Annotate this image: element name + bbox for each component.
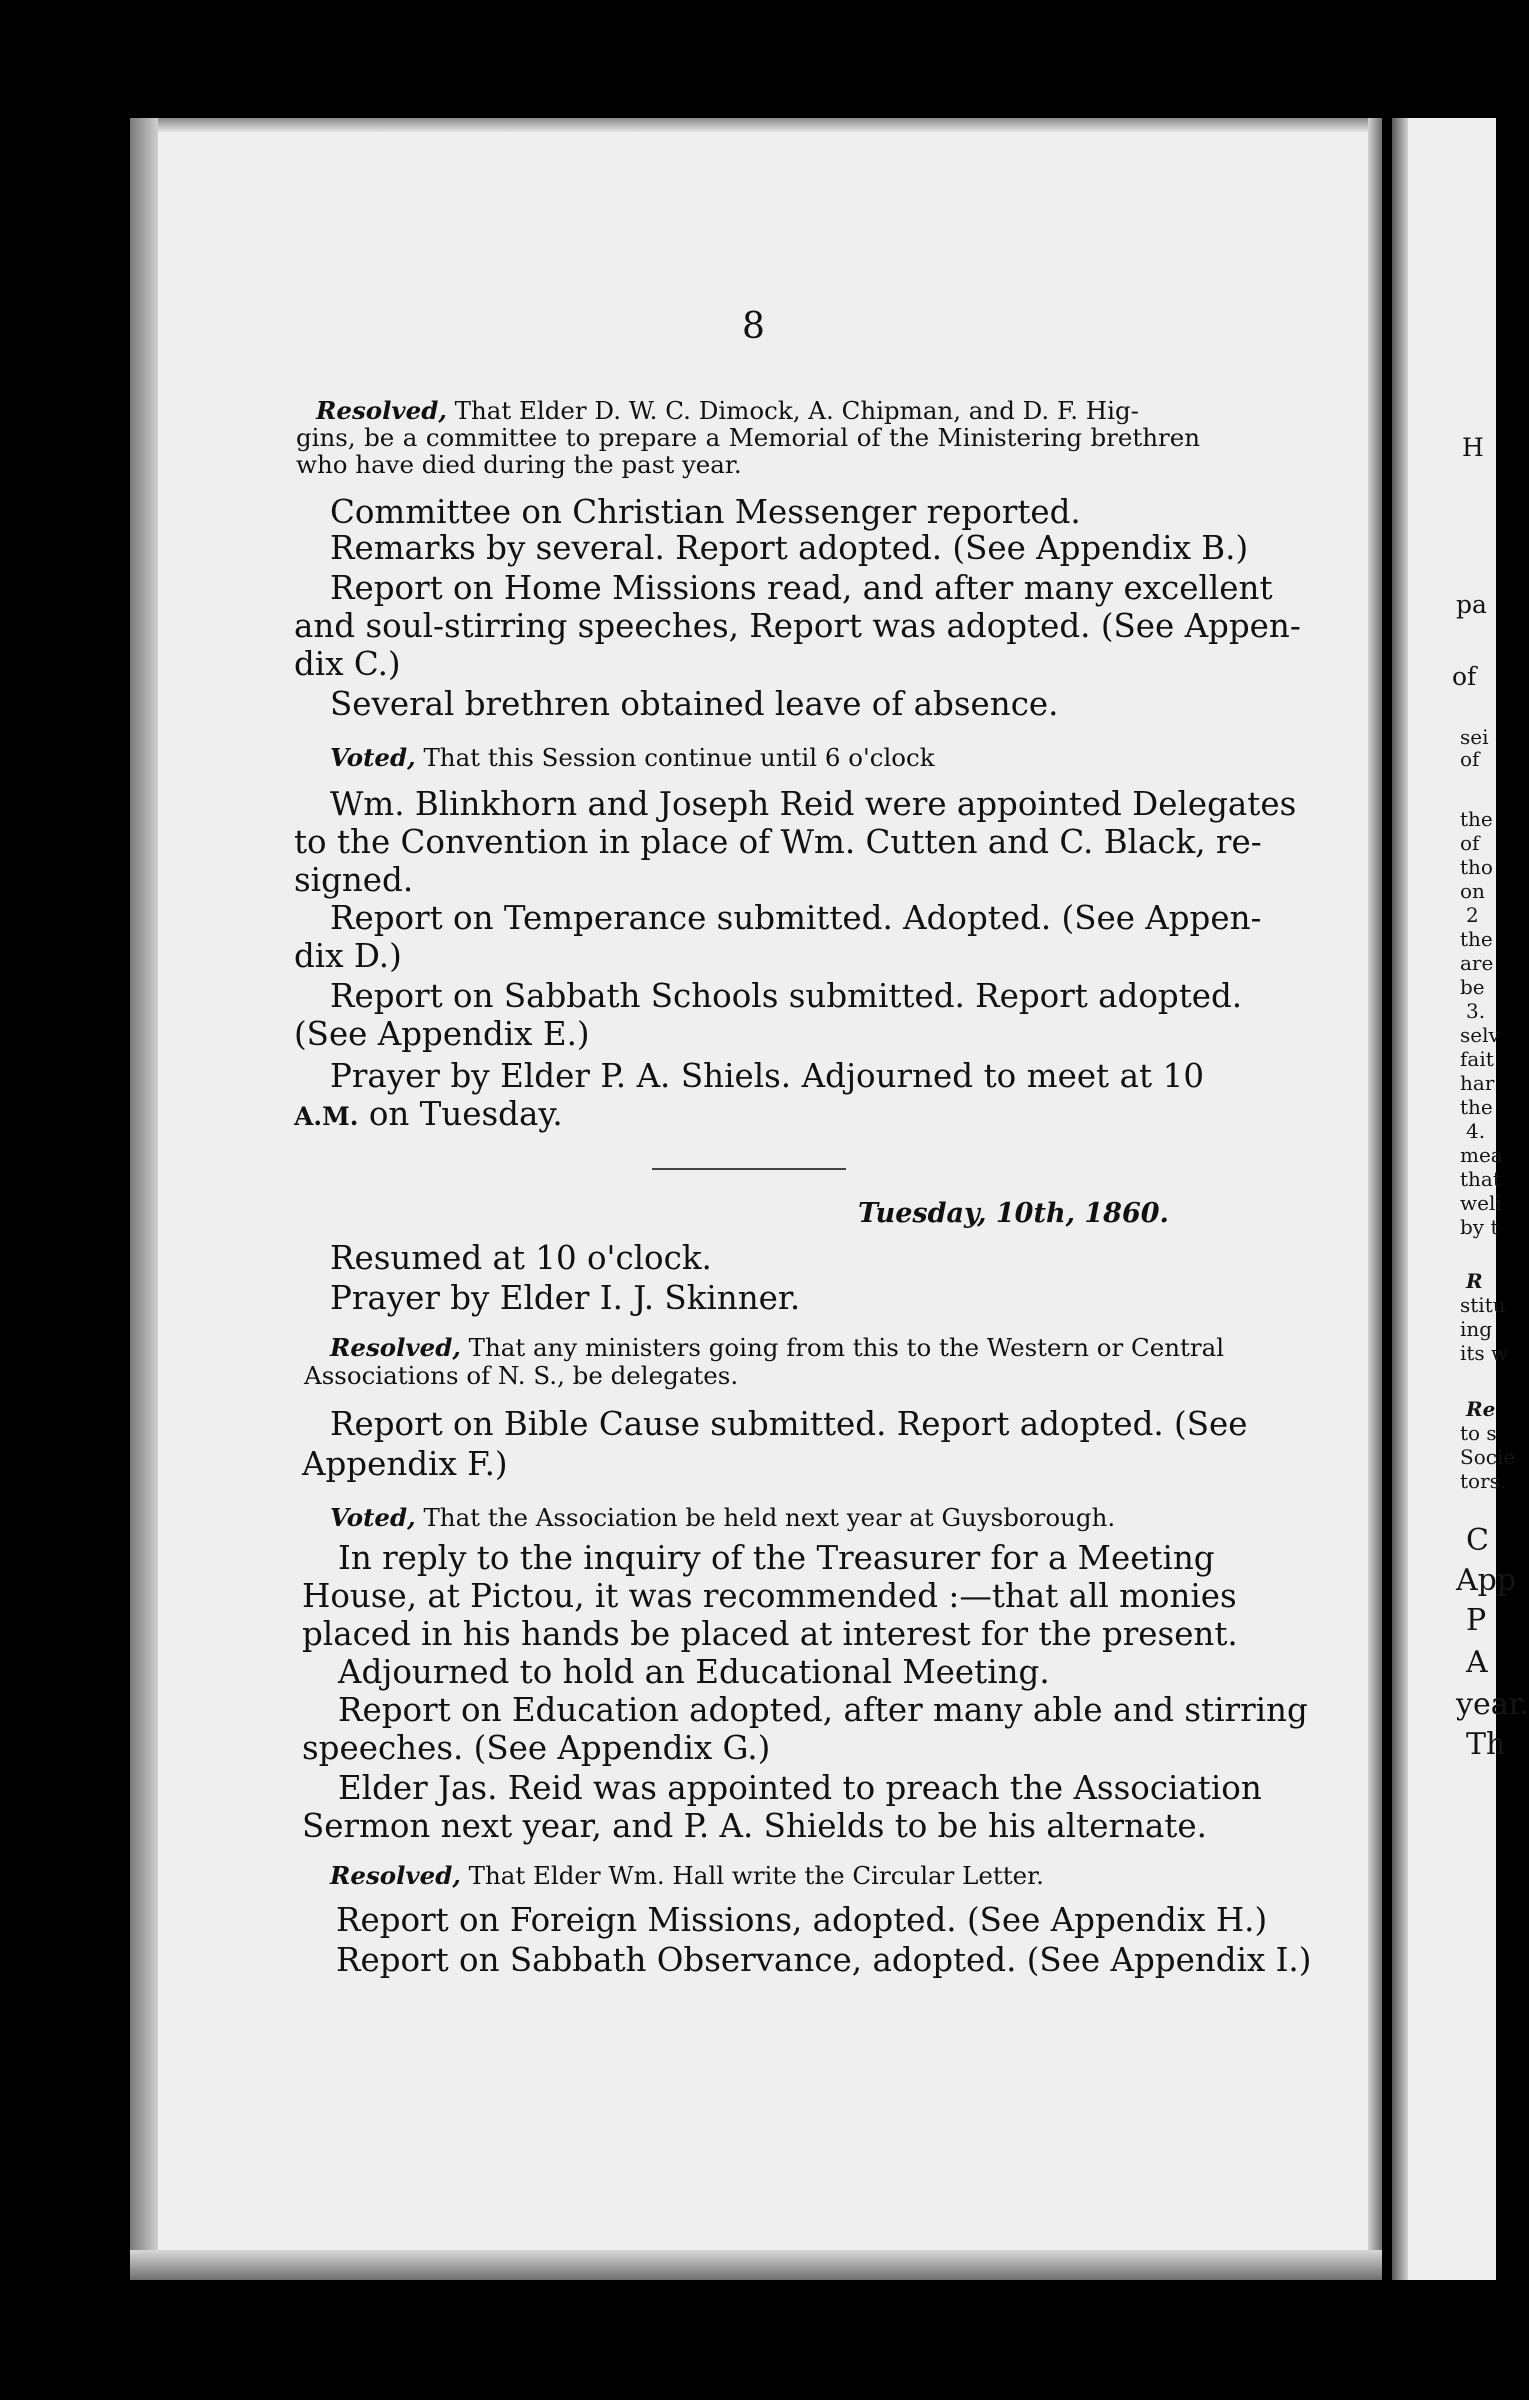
- next-page-fragment: of: [1460, 747, 1480, 771]
- next-page-fragment: 2: [1466, 903, 1479, 927]
- next-page-fragment: fait: [1460, 1047, 1494, 1071]
- next-page-fragment: har: [1460, 1071, 1495, 1095]
- next-page-fragment: of: [1460, 831, 1480, 855]
- section-separator: [652, 1168, 846, 1170]
- treasurer-line-1: In reply to the inquiry of the Treasurer for a Meeting: [338, 1539, 1215, 1577]
- resolution-committee-line-2: gins, be a committee to prepare a Memorial of the Ministering brethren: [296, 423, 1200, 452]
- next-page-fragment: A: [1466, 1645, 1488, 1680]
- next-page-fragment: to s: [1460, 1421, 1497, 1445]
- resumed-line: Resumed at 10 o'clock.: [330, 1239, 712, 1277]
- sabbath-observance-line: Report on Sabbath Observance, adopted. (See Appendix I.): [336, 1941, 1312, 1979]
- temperance-line-1: Report on Temperance submitted. Adopted. (See Appen-: [330, 899, 1262, 937]
- prayer-adjourn-line-2: A.M. on Tuesday.: [294, 1095, 563, 1133]
- next-page-fragment: year.: [1456, 1687, 1529, 1722]
- next-page-fragment: H: [1462, 433, 1484, 462]
- education-line-2: speeches. (See Appendix G.): [302, 1729, 771, 1767]
- next-page-fragment: Socie: [1460, 1445, 1516, 1469]
- next-page-fragment: tors.: [1460, 1469, 1507, 1493]
- vote-guysborough-line: Voted, That the Association be held next year at Guysborough.: [330, 1503, 1116, 1532]
- next-page-fragment: P: [1466, 1603, 1487, 1638]
- next-page-fragment: mea: [1460, 1143, 1503, 1167]
- bible-cause-line-1: Report on Bible Cause submitted. Report adopted. (See: [330, 1405, 1248, 1443]
- leave-of-absence-line: Several brethren obtained leave of absence.: [330, 685, 1059, 723]
- next-page-fragment: tho: [1460, 855, 1493, 879]
- next-page-fragment: the: [1460, 1095, 1493, 1119]
- prayer-skinner-line: Prayer by Elder I. J. Skinner.: [330, 1279, 801, 1317]
- next-page-fragment: stitu: [1460, 1293, 1506, 1317]
- delegates-line-2: to the Convention in place of Wm. Cutten and C. Black, re-: [294, 823, 1262, 861]
- next-page-fragment: R: [1466, 1269, 1483, 1293]
- next-page-fragment: weli: [1460, 1191, 1502, 1215]
- delegates-line-3: signed.: [294, 861, 414, 899]
- vote-session-line: Voted, That this Session continue until 6 o'clock: [330, 743, 935, 772]
- page-bottom-edge: [130, 2250, 1382, 2280]
- sabbath-schools-line-2: (See Appendix E.): [294, 1015, 590, 1053]
- next-page-fragment: the: [1460, 927, 1493, 951]
- page-top-edge: [130, 118, 1382, 132]
- page-left-edge: [130, 118, 158, 2280]
- next-page-fragment: its w: [1460, 1341, 1509, 1365]
- next-page-fragment: of: [1452, 662, 1477, 691]
- next-page-fragment: Re: [1466, 1397, 1496, 1421]
- next-page-fragment: sei: [1460, 725, 1489, 749]
- treasurer-line-3: placed in his hands be placed at interest for the present.: [302, 1615, 1238, 1653]
- date-heading: Tuesday, 10th, 1860.: [858, 1198, 1169, 1229]
- next-page-fragment: are: [1460, 951, 1494, 975]
- resolution-committee-line-3: who have died during the past year.: [296, 450, 742, 479]
- next-page-fragment: C: [1466, 1523, 1489, 1558]
- sabbath-schools-line-1: Report on Sabbath Schools submitted. Report adopted.: [330, 977, 1243, 1015]
- resolution-committee-line-1: Resolved, That Elder D. W. C. Dimock, A. Chipman, and D. F. Hig-: [316, 396, 1139, 425]
- resolution-delegates-line-2: Associations of N. S., be delegates.: [304, 1361, 739, 1390]
- next-page-fragment: on: [1460, 879, 1485, 903]
- home-missions-line-2: and soul-stirring speeches, Report was adopted. (See Appen-: [294, 607, 1301, 645]
- page-number: 8: [742, 306, 765, 347]
- resolution-circular-letter-line: Resolved, That Elder Wm. Hall write the Circular Letter.: [330, 1861, 1044, 1890]
- educational-meeting-line: Adjourned to hold an Educational Meeting.: [338, 1653, 1050, 1691]
- resolution-delegates-line-1: Resolved, That any ministers going from this to the Western or Central: [330, 1333, 1225, 1362]
- next-page-fragment: 4.: [1466, 1119, 1486, 1143]
- next-page-fragment: Th: [1466, 1727, 1506, 1762]
- temperance-line-2: dix D.): [294, 937, 402, 975]
- association-sermon-line-2: Sermon next year, and P. A. Shields to be his alternate.: [302, 1807, 1207, 1845]
- foreign-missions-line: Report on Foreign Missions, adopted. (See Appendix H.): [336, 1901, 1268, 1939]
- education-line-1: Report on Education adopted, after many able and stirring: [338, 1691, 1308, 1729]
- remarks-line: Remarks by several. Report adopted. (See Appendix B.): [330, 529, 1249, 567]
- next-page-fragment: the: [1460, 807, 1493, 831]
- next-page-fragment: by t: [1460, 1215, 1499, 1239]
- prayer-adjourn-line-1: Prayer by Elder P. A. Shiels. Adjourned to meet at 10: [330, 1057, 1204, 1095]
- next-page-fragment: be: [1460, 975, 1485, 999]
- treasurer-line-2: House, at Pictou, it was recommended :—that all monies: [302, 1577, 1237, 1615]
- christian-messenger-line: Committee on Christian Messenger reported.: [330, 493, 1081, 531]
- association-sermon-line-1: Elder Jas. Reid was appointed to preach the Association: [338, 1769, 1262, 1807]
- next-page-fragment: pa: [1456, 590, 1487, 619]
- next-page-fragment: 3.: [1466, 999, 1486, 1023]
- next-page-fragment: ing: [1460, 1317, 1493, 1341]
- next-page-fragment: that: [1460, 1167, 1501, 1191]
- home-missions-line-1: Report on Home Missions read, and after many excellent: [330, 569, 1273, 607]
- delegates-line-1: Wm. Blinkhorn and Joseph Reid were appointed Delegates: [330, 785, 1297, 823]
- home-missions-line-3: dix C.): [294, 645, 401, 683]
- next-page-fragment: selv: [1460, 1023, 1500, 1047]
- bible-cause-line-2: Appendix F.): [302, 1445, 508, 1483]
- page-right-edge: [1368, 118, 1382, 2280]
- adjacent-page-shadow: [1392, 118, 1408, 2280]
- next-page-fragment: App: [1456, 1563, 1517, 1598]
